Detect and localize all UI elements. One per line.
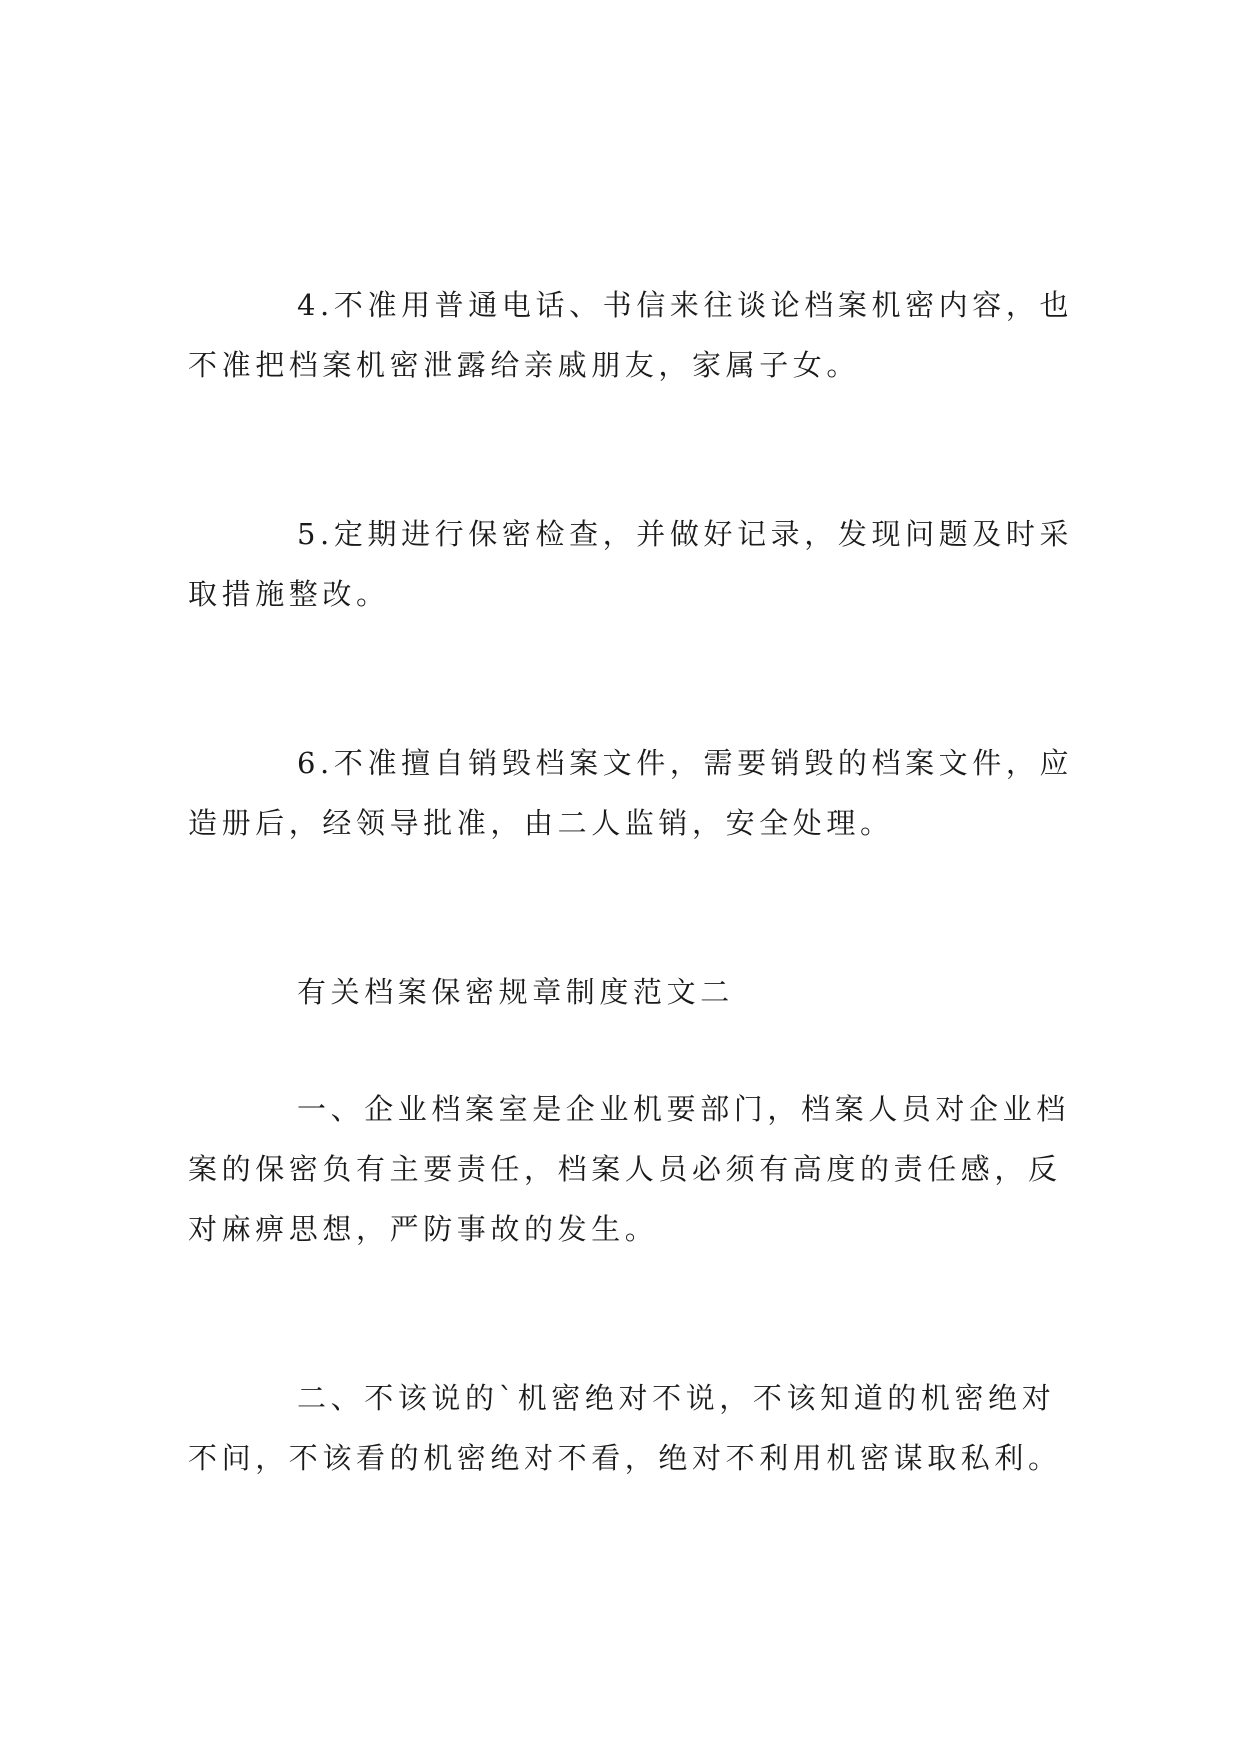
paragraph-item-6-line-2: 造册后，经领导批准，由二人监销，安全处理。 [188,806,894,840]
paragraph-article-1-line-2: 案的保密负有主要责任，档案人员必须有高度的责任感，反 [188,1152,1062,1186]
paragraph-item-5-line-2: 取措施整改。 [188,577,390,611]
paragraph-item-6-line-1: 6.不准擅自销毁档案文件，需要销毁的档案文件，应 [297,746,1074,780]
paragraph-item-5-line-1: 5.定期进行保密检查，并做好记录，发现问题及时采 [297,517,1074,551]
section-heading: 有关档案保密规章制度范文二 [297,975,734,1009]
paragraph-article-2-line-1: 二、不该说的`机密绝对不说，不该知道的机密绝对 [297,1381,1056,1415]
paragraph-item-4-line-1: 4.不准用普通电话、书信来往谈论档案机密内容，也 [297,288,1074,322]
paragraph-item-4-line-2: 不准把档案机密泄露给亲戚朋友，家属子女。 [188,348,861,382]
paragraph-article-1-line-1: 一、企业档案室是企业机要部门，档案人员对企业档 [297,1092,1070,1126]
paragraph-article-1-line-3: 对麻痹思想，严防事故的发生。 [188,1212,659,1246]
paragraph-article-2-line-2: 不问，不该看的机密绝对不看，绝对不利用机密谋取私利。 [188,1441,1062,1475]
